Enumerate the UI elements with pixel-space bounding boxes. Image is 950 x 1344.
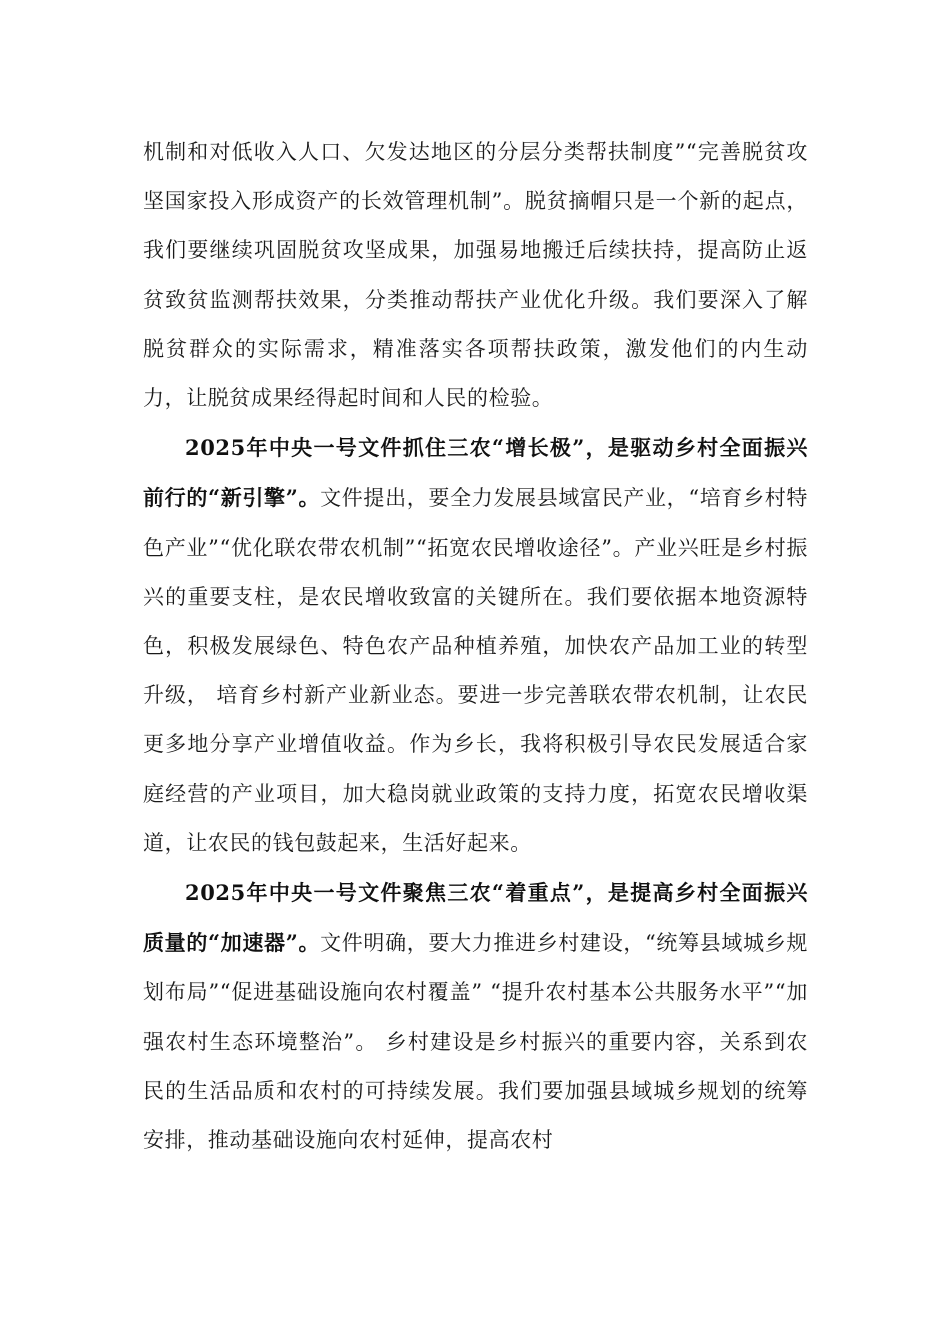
- paragraph-3-heading: 2025年中央一号文件聚焦三农“着重点”，是提高乡村全面振兴质量的“加速器”。: [143, 880, 808, 956]
- paragraph-2-heading: 2025年中央一号文件抓住三农“增长极”，是驱动乡村全面振兴前行的“新引擎”。: [143, 435, 808, 511]
- paragraph-1-body: 机制和对低收入人口、欠发达地区的分层分类帮扶制度”“完善脱贫攻坚国家投入形成资产的长效管理机制”。脱贫摘帽只是一个新的起点，我们要继续巩固脱贫攻坚成果，加强易地搬迁后续扶持，提高防止返贫致贫监测帮扶效果，分类推动帮扶产业优化升级。我们要深入了解脱贫群众的实际需求，精准落实各项帮扶政策，激发他们的内生动力，让脱贫成果经得起时间和人民的检验。: [143, 140, 808, 411]
- paragraph-3: [143, 868, 808, 1165]
- paragraph-2-body: 文件提出，要全力发展县域富民产业，“培育乡村特色产业”“优化联农带农机制”“拓宽农民增收途径”。产业兴旺是乡村振兴的重要支柱，是农民增收致富的关键所在。我们要依据本地资源特色，积极发展绿色、特色农产品种植养殖，加快农产品加工业的转型升级， 培育乡村新产业新业态。要进一步完善联农带农机制，让农民更多地分享产业增值收益。作为乡长，我将积极引导农民发展适合家庭经营的产业项目，加大稳岗就业政策的支持力度，拓宽农民增收渠道，让农民的钱包鼓起来，生活好起来。: [143, 486, 808, 855]
- paragraph-2: [143, 423, 808, 868]
- paragraph-1: [143, 128, 808, 423]
- paragraph-3-body: 文件明确，要大力推进乡村建设，“统筹县域城乡规划布局”“促进基础设施向农村覆盖” “提升农村基本公共服务水平”“加强农村生态环境整治”。 乡村建设是乡村振兴的重要内容，关系到农民的生活品质和农村的可持续发展。我们要加强县域城乡规划的统筹安排，推动基础设施向农村延伸，提高农村: [143, 931, 808, 1153]
- document-body: [143, 128, 808, 1165]
